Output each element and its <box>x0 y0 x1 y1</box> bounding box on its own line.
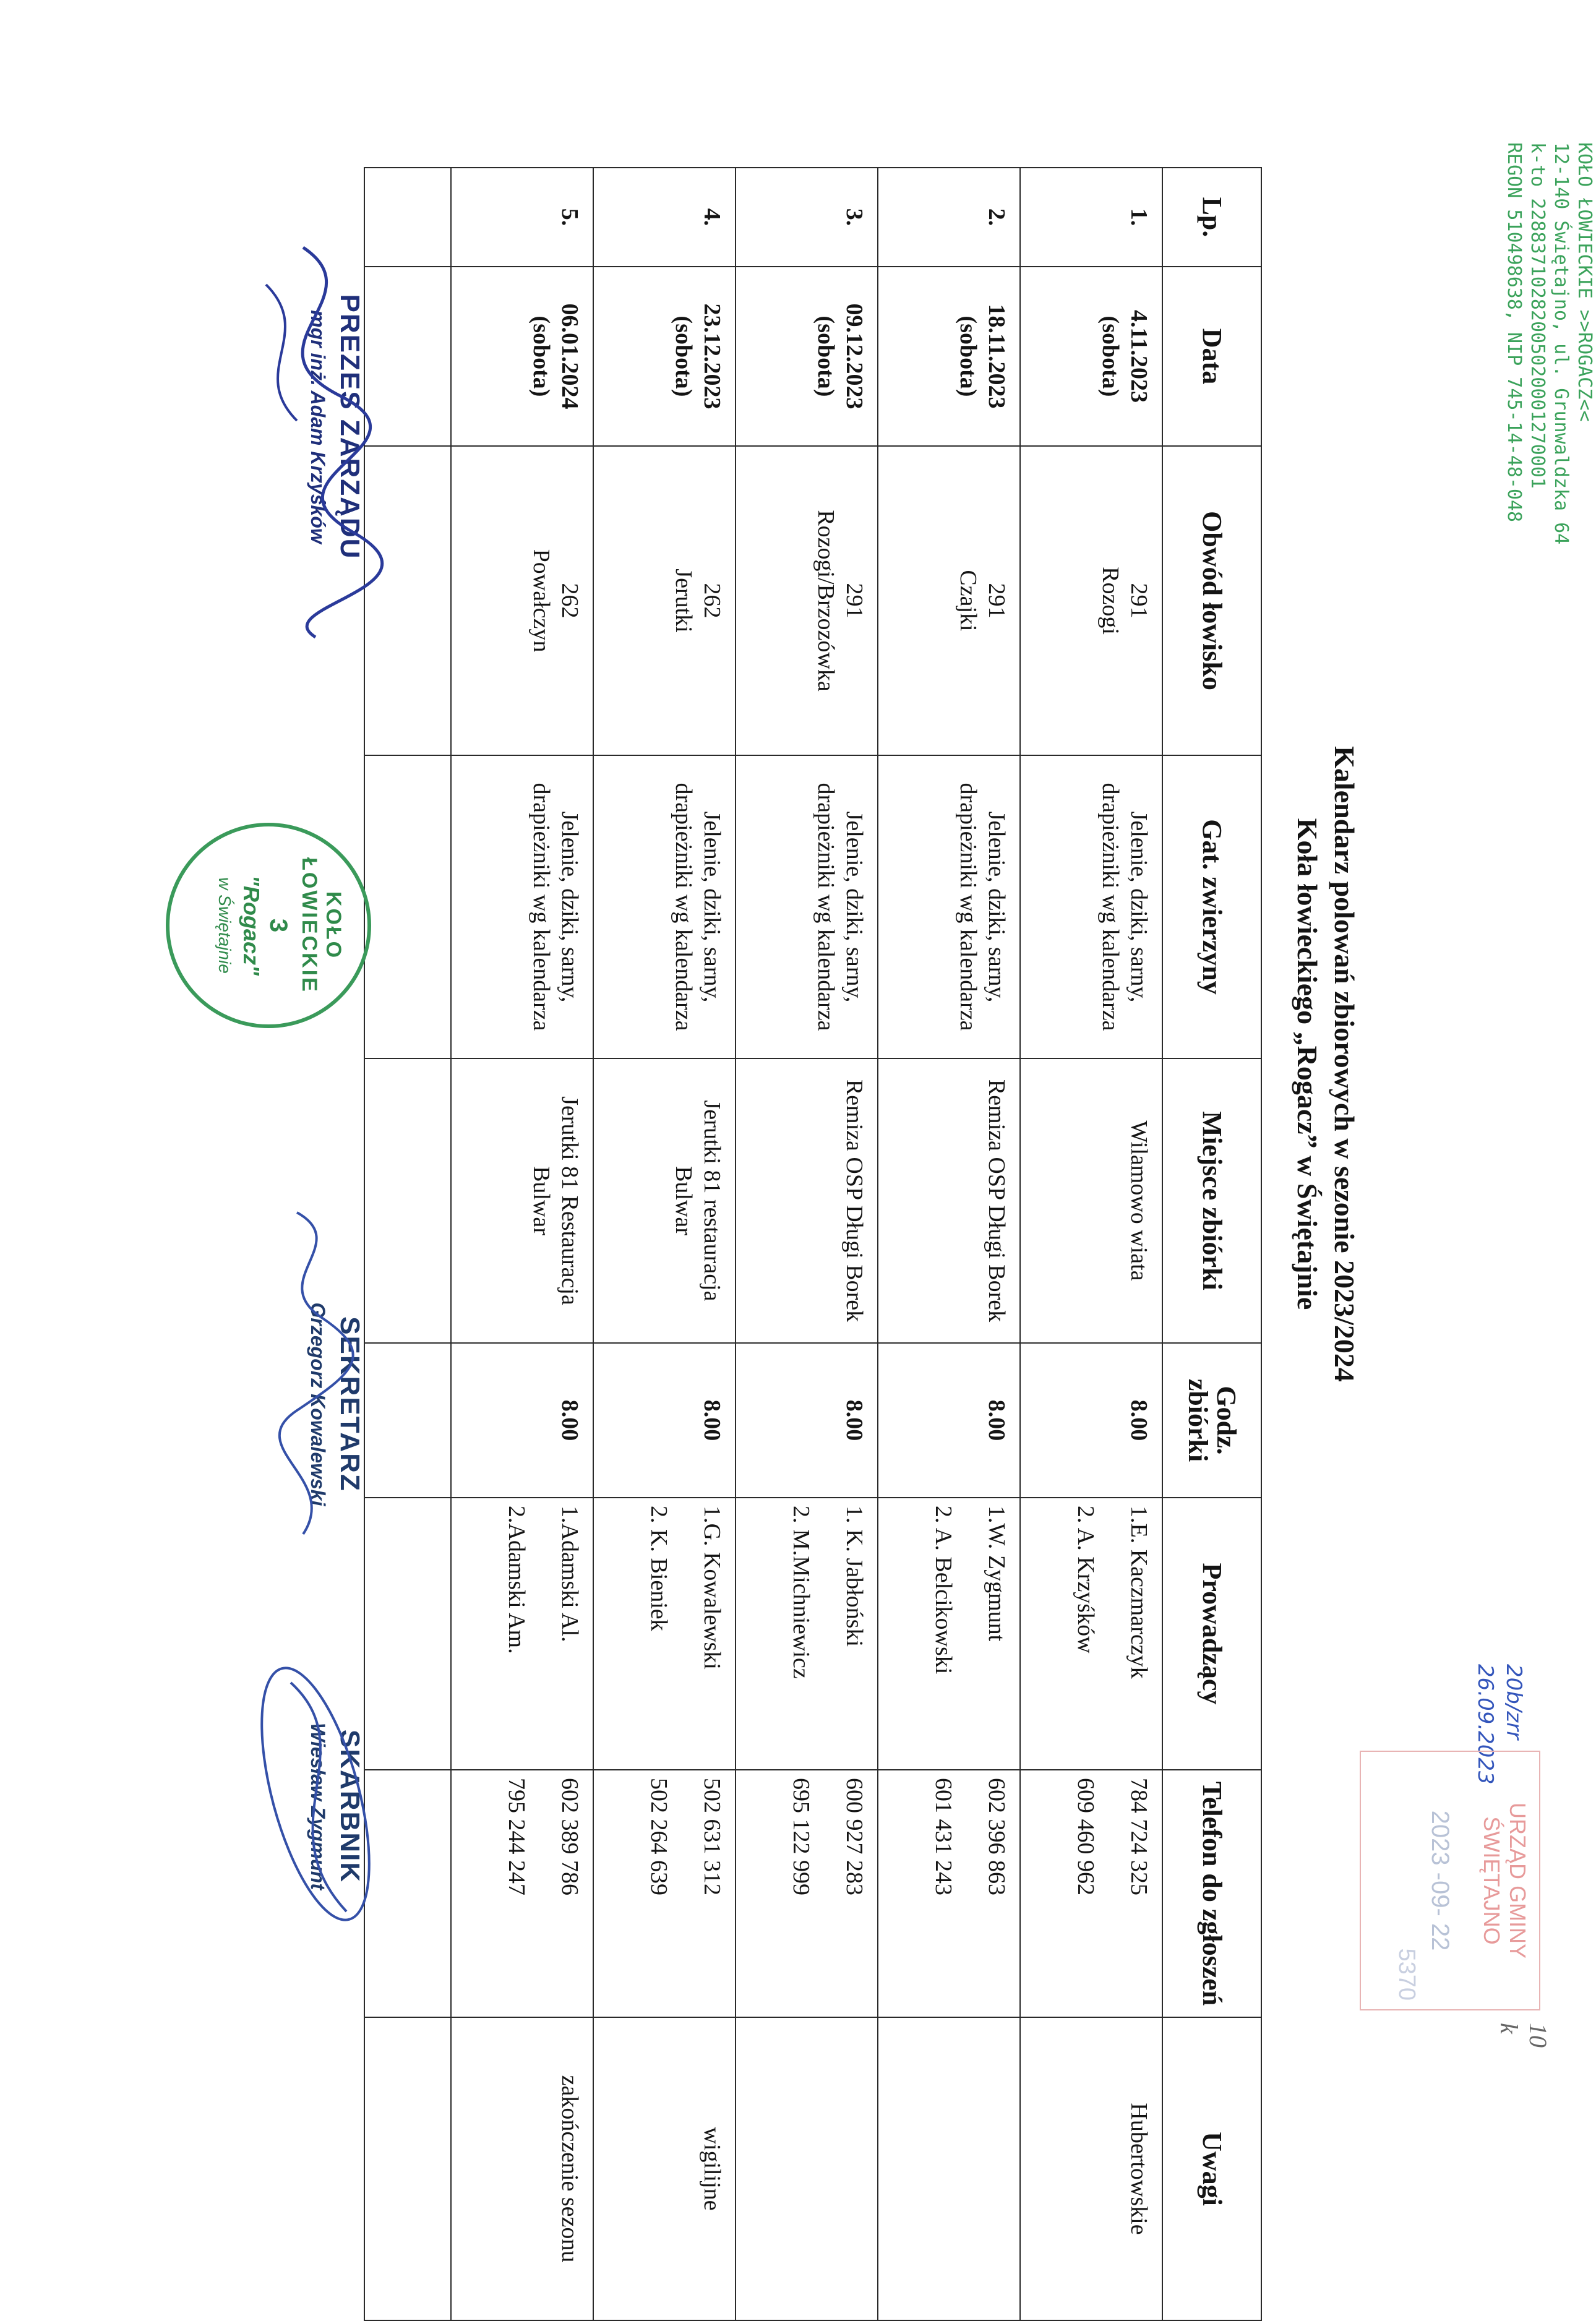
handnote-line1: 20b/zrr <box>1501 1664 1526 1740</box>
cell-uwagi: zakończenie sezonu <box>451 2017 593 2320</box>
cell-prowadzacy: 1. K. Jabłoński 2. M.Michniewicz <box>736 1498 878 1770</box>
header-prowadzacy: Prowadzący <box>1162 1498 1261 1770</box>
header-uwagi: Uwagi <box>1162 2017 1261 2320</box>
office-stamp <box>1342 1751 1540 2010</box>
office-stamp-line1: URZĄD GMINY <box>1505 1803 1530 1958</box>
header-godzina: Godz. zbiórki <box>1162 1343 1261 1498</box>
round-stamp-number: 3 <box>265 918 292 933</box>
cell-miejsce: Wilamowo wiata <box>1020 1058 1162 1343</box>
cell-obwod: 291 Rozogi/Brzozówka <box>736 446 878 755</box>
cell-date: 23.12.2023 (sobota) <box>593 267 736 446</box>
cell-date: 06.01.2024 (sobota) <box>451 267 593 446</box>
signature-skarbnik <box>306 1590 365 2023</box>
header-miejsce: Miejsce zbiórki <box>1162 1058 1261 1343</box>
cell-uwagi: Hubertowskie <box>1020 2017 1162 2320</box>
cell-gatunek: Jelenie, dziki, sarny, drapieżniki wg kalendarza <box>1020 755 1162 1058</box>
table-row <box>1020 168 1162 2320</box>
signature-prezes <box>306 210 365 643</box>
sekretarz-role: SEKRETARZ <box>335 1316 365 1492</box>
signature-sekretarz <box>306 1188 365 1621</box>
table-row <box>736 168 878 2320</box>
cell-obwod: 291 Czajki <box>878 446 1020 755</box>
table-row <box>593 168 736 2320</box>
cell-godzina: 8.00 <box>736 1343 878 1498</box>
cell-uwagi: wigilijne <box>593 2017 736 2320</box>
cell-uwagi <box>878 2017 1020 2320</box>
handwritten-signature-icon <box>254 1188 390 1621</box>
cell-gatunek: Jelenie, dziki, sarny, drapieżniki wg kalendarza <box>736 755 878 1058</box>
club-stamp-line3: k-to 22883710282005020001270001 <box>1527 142 1548 489</box>
cell-obwod: 291 Rozogi <box>1020 446 1162 755</box>
cell-godzina: 8.00 <box>451 1343 593 1498</box>
club-stamp-line4: REGON 510498638, NIP 745-14-48-048 <box>1503 142 1525 523</box>
cell-prowadzacy: 1.Adamski Al. 2.Adamski Am. <box>451 1498 593 1770</box>
cell-telefon: 600 927 283 695 122 999 <box>736 1770 878 2017</box>
round-stamp-name: "Rogacz" <box>239 875 264 976</box>
cell-miejsce: Jerutki 81 Restauracja Bulwar <box>451 1058 593 1343</box>
office-stamp-date: 2023 -09- 22 <box>1427 1810 1454 1951</box>
skarbnik-name: Wiesław Zygmunt <box>307 1723 329 1890</box>
header-telefon: Telefon do zgłoszeń <box>1162 1770 1261 2017</box>
office-stamp-reg: 5370 <box>1394 1948 1420 2001</box>
empty-cell <box>364 2017 451 2320</box>
club-round-stamp <box>166 823 371 1028</box>
header-lp: Lp. <box>1162 168 1261 267</box>
cell-gatunek: Jelenie, dziki, sarny, drapieżniki wg kalendarza <box>878 755 1020 1058</box>
cell-lp: 1. <box>1020 168 1162 267</box>
handnote-line2: 26.09.2023 <box>1473 1664 1498 1785</box>
table-row <box>878 168 1020 2320</box>
cell-telefon: 602 396 863 601 431 243 <box>878 1770 1020 2017</box>
document-title: Kalendarz polowań zbiorowych w sezonie 2023/2024 <box>1329 746 1360 1382</box>
prezes-role: PREZES ZARZĄDU <box>335 294 365 560</box>
cell-lp: 2. <box>878 168 1020 267</box>
sekretarz-name: Grzegorz Kowalewski <box>307 1302 329 1506</box>
cell-date: 18.11.2023 (sobota) <box>878 267 1020 446</box>
cell-godzina: 8.00 <box>1020 1343 1162 1498</box>
cell-date: 4.11.2023 (sobota) <box>1020 267 1162 446</box>
cell-obwod: 262 Powałczyn <box>451 446 593 755</box>
cell-telefon: 502 631 312 502 264 639 <box>593 1770 736 2017</box>
handwritten-signature-icon <box>229 210 390 643</box>
cell-telefon: 602 389 786 795 244 247 <box>451 1770 593 2017</box>
cell-gatunek: Jelenie, dziki, sarny, drapieżniki wg kalendarza <box>451 755 593 1058</box>
cell-godzina: 8.00 <box>593 1343 736 1498</box>
round-stamp-top: KOŁO ŁOWIECKIE <box>298 857 345 993</box>
prezes-name: mgr inż. Adam Krzyśków <box>307 310 329 544</box>
page-mark: 10 k <box>1495 2023 1552 2048</box>
table-row <box>451 168 593 2320</box>
cell-telefon: 784 724 325 609 460 962 <box>1020 1770 1162 2017</box>
table-header-row <box>1162 168 1261 2320</box>
document-subtitle: Koła łowieckiego „Rogacz” w Świętajnie <box>1292 818 1323 1310</box>
cell-prowadzacy: 1.E. Kaczmarczyk 2. A. Krzyśków <box>1020 1498 1162 1770</box>
header-data: Data <box>1162 267 1261 446</box>
cell-uwagi <box>736 2017 878 2320</box>
cell-miejsce: Jerutki 81 restauracja Bulwar <box>593 1058 736 1343</box>
rotated-document <box>161 142 1595 2263</box>
handwritten-signature-icon <box>254 1590 390 2023</box>
round-stamp-town: w Świętajnie <box>215 877 234 974</box>
empty-cell <box>364 755 451 1058</box>
cell-miejsce: Remiza OSP Długi Borek <box>736 1058 878 1343</box>
cell-prowadzacy: 1.G. Kowalewski 2. K. Bieniek <box>593 1498 736 1770</box>
club-stamp <box>1502 142 1596 699</box>
cell-godzina: 8.00 <box>878 1343 1020 1498</box>
hunting-calendar-table <box>364 167 1262 2321</box>
cell-obwod: 262 Jerutki <box>593 446 736 755</box>
cell-lp: 4. <box>593 168 736 267</box>
club-stamp-line1: KOŁO ŁOWIECKIE >>ROGACZ<< <box>1574 142 1595 422</box>
header-gatunek: Gat. zwierzyny <box>1162 755 1261 1058</box>
header-obwod: Obwód łowisko <box>1162 446 1261 755</box>
cell-miejsce: Remiza OSP Długi Borek <box>878 1058 1020 1343</box>
cell-lp: 3. <box>736 168 878 267</box>
office-stamp-line2: ŚWIĘTAJNO <box>1479 1816 1504 1945</box>
cell-prowadzacy: 1.W. Zygmunt 2. A. Belcikowski <box>878 1498 1020 1770</box>
cell-gatunek: Jelenie, dziki, sarny, drapieżniki wg kalendarza <box>593 755 736 1058</box>
skarbnik-role: SKARBNIK <box>335 1729 365 1884</box>
cell-date: 09.12.2023 (sobota) <box>736 267 878 446</box>
club-stamp-line2: 12-140 Świętajno, ul. Grunwaldzka 64 <box>1550 142 1572 545</box>
cell-lp: 5. <box>451 168 593 267</box>
